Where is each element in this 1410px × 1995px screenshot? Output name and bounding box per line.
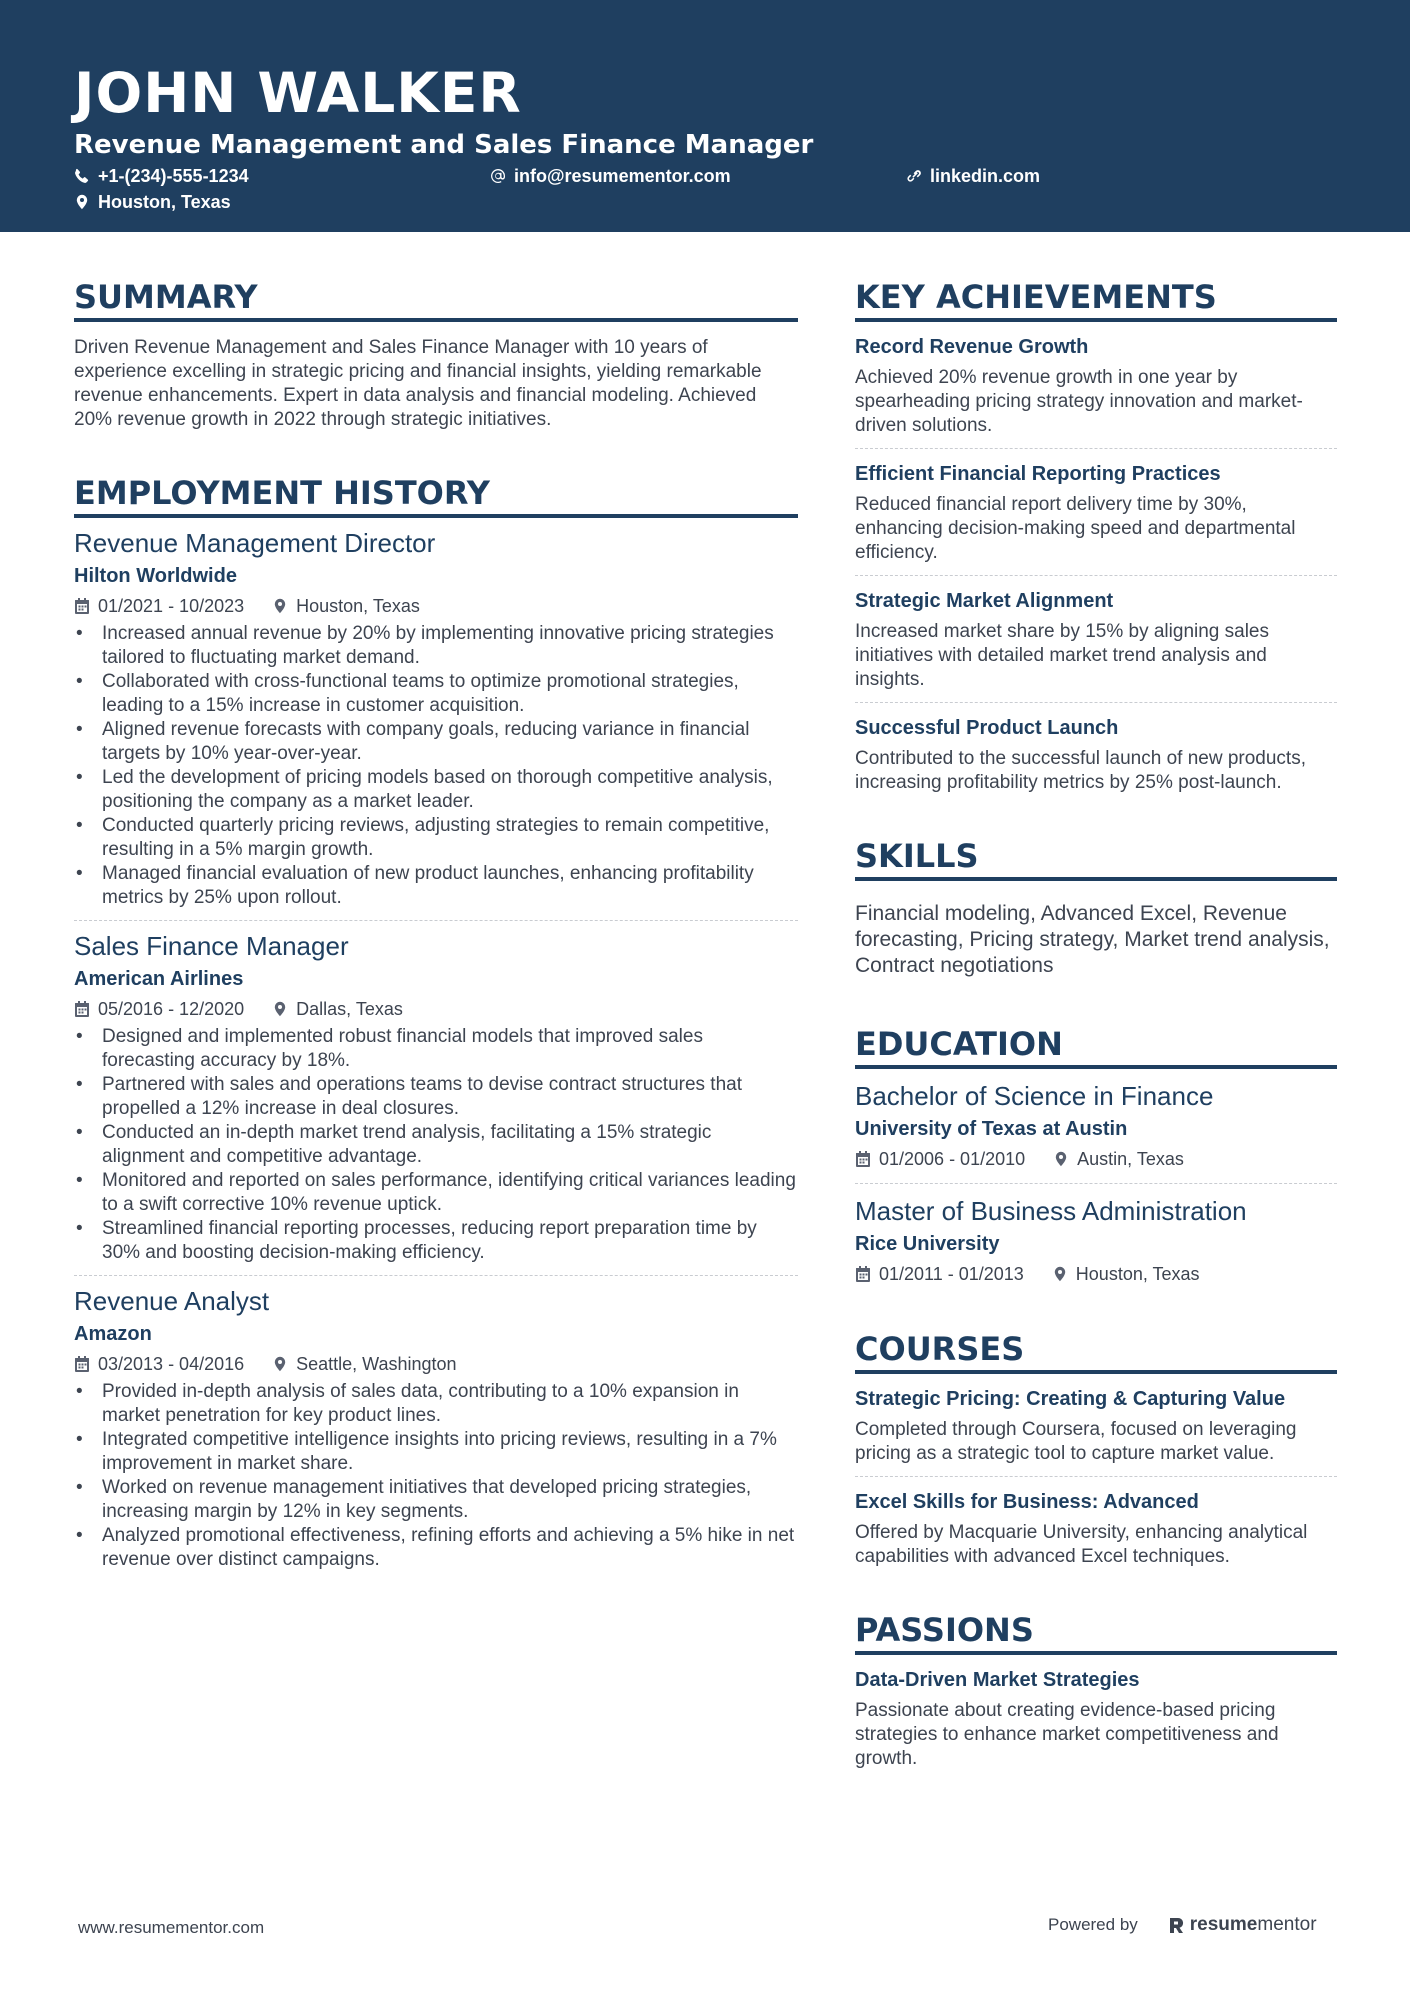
job-dates: 05/2016 - 12/2020 bbox=[98, 999, 245, 1019]
courses-section bbox=[855, 1328, 1337, 1579]
bullet-item: • Analyzed promotional effectiveness, refining efforts and achieving a 5% hike in net revenue over distinct campaigns. bbox=[74, 1524, 798, 1572]
bullet-item: • Conducted quarterly pricing reviews, adjusting strategies to remain competitive, resulting in a 5% margin growth. bbox=[74, 814, 798, 862]
calendar-icon bbox=[74, 598, 90, 614]
location-pin-icon bbox=[272, 1001, 288, 1017]
calendar-icon bbox=[74, 1001, 90, 1017]
contact-location bbox=[74, 190, 231, 214]
location-pin-icon bbox=[272, 598, 288, 614]
skills-section bbox=[855, 835, 1337, 979]
phone-text: +1-(234)-555-1234 bbox=[98, 166, 249, 186]
job-meta bbox=[74, 594, 798, 618]
contact-phone[interactable] bbox=[74, 164, 249, 188]
company-name: Hilton Worldwide bbox=[74, 565, 237, 587]
candidate-name: JOHN WALKER bbox=[74, 61, 522, 125]
course-title: Excel Skills for Business: Advanced bbox=[855, 1491, 1199, 1513]
bullet-item: • Increased annual revenue by 20% by implementing innovative pricing strategies tailored to fluctuating market demand. bbox=[74, 622, 798, 670]
candidate-title: Revenue Management and Sales Finance Manager bbox=[74, 130, 814, 160]
job-title: Revenue Management Director bbox=[74, 528, 436, 558]
achievement-title: Successful Product Launch bbox=[855, 717, 1119, 739]
job-entry bbox=[74, 921, 798, 1276]
job-location: Houston, Texas bbox=[296, 596, 420, 616]
achievement-desc: Reduced financial report delivery time by 30%, enhancing decision-making speed and departmental efficiency. bbox=[855, 494, 1296, 563]
employment-heading: EMPLOYMENT HISTORY bbox=[74, 472, 798, 518]
job-meta bbox=[74, 1352, 798, 1376]
education-item bbox=[855, 1069, 1337, 1184]
achievements-section bbox=[855, 276, 1337, 805]
bullet-item: • Provided in-depth analysis of sales data, contributing to a 10% expansion in market penetration for key product lines. bbox=[74, 1380, 798, 1428]
job-entry bbox=[74, 1276, 798, 1582]
passion-desc: Passionate about creating evidence-based pricing strategies to enhance market competitiveness and growth. bbox=[855, 1700, 1279, 1769]
footer-powered-by bbox=[1048, 1914, 1317, 1936]
course-title: Strategic Pricing: Creating & Capturing Value bbox=[855, 1388, 1286, 1410]
course-item bbox=[855, 1374, 1337, 1477]
job-title: Sales Finance Manager bbox=[74, 931, 349, 961]
bullet-item: • Monitored and reported on sales performance, identifying critical variances leading to a swift corrective 10% revenue uptick. bbox=[74, 1169, 798, 1217]
employment-section bbox=[74, 472, 798, 1582]
achievement-item bbox=[855, 449, 1337, 576]
achievement-desc: Contributed to the successful launch of new products, increasing profitability metrics by 25% post-launch. bbox=[855, 748, 1306, 793]
location-pin-icon bbox=[1053, 1151, 1069, 1167]
contact-email[interactable] bbox=[490, 164, 731, 188]
job-meta bbox=[74, 997, 798, 1021]
education-dates: 01/2011 - 01/2013 bbox=[879, 1264, 1024, 1284]
job-location: Dallas, Texas bbox=[296, 999, 403, 1019]
bullet-item: • Managed financial evaluation of new product launches, enhancing profitability metrics by 25% upon rollout. bbox=[74, 862, 798, 910]
linkedin-text: linkedin.com bbox=[930, 166, 1041, 186]
powered-by-label: Powered by bbox=[1048, 1915, 1138, 1934]
job-bullets bbox=[74, 622, 798, 910]
left-column bbox=[74, 276, 798, 1618]
calendar-icon bbox=[74, 1356, 90, 1372]
skills-heading: SKILLS bbox=[855, 835, 1337, 881]
achievement-desc: Increased market share by 15% by aligning sales initiatives with detailed market trend analysis and insights. bbox=[855, 621, 1270, 690]
achievement-title: Strategic Market Alignment bbox=[855, 590, 1114, 612]
achievement-item bbox=[855, 576, 1337, 703]
summary-section bbox=[74, 276, 798, 432]
job-dates: 03/2013 - 04/2016 bbox=[98, 1354, 245, 1374]
location-pin-icon bbox=[272, 1356, 288, 1372]
location-pin-icon bbox=[74, 194, 90, 210]
achievement-item bbox=[855, 322, 1337, 449]
footer-website[interactable]: www.resumementor.com bbox=[78, 1918, 265, 1937]
email-text: info@resumementor.com bbox=[514, 166, 731, 186]
education-meta bbox=[855, 1262, 1337, 1286]
right-column bbox=[855, 276, 1337, 1817]
brand-bold: resume bbox=[1189, 1914, 1258, 1935]
summary-text: Driven Revenue Management and Sales Finance Manager with 10 years of experience excelling in strategic pricing and financial insights, yielding remarkable revenue enhancements. Expert in data analysis and financial modeling. Achieved 20% revenue growth in 2022 through strategic initiatives. bbox=[74, 337, 762, 430]
bullet-item: • Conducted an in-depth market trend analysis, facilitating a 15% strategic alignment and competitive advantage. bbox=[74, 1121, 798, 1169]
resumementor-logo-icon bbox=[1168, 1916, 1184, 1934]
calendar-icon bbox=[855, 1266, 871, 1282]
company-name: American Airlines bbox=[74, 968, 244, 990]
at-sign-icon bbox=[490, 168, 506, 184]
job-location: Seattle, Washington bbox=[296, 1354, 457, 1374]
resumementor-logo[interactable] bbox=[1168, 1914, 1317, 1936]
achievement-item bbox=[855, 703, 1337, 805]
education-item bbox=[855, 1184, 1337, 1298]
course-item bbox=[855, 1477, 1337, 1579]
degree-title: Bachelor of Science in Finance bbox=[855, 1081, 1214, 1111]
bullet-item: • Partnered with sales and operations teams to devise contract structures that propelled a 12% increase in deal closures. bbox=[74, 1073, 798, 1121]
education-heading: EDUCATION bbox=[855, 1023, 1337, 1069]
bullet-item: • Led the development of pricing models based on thorough competitive analysis, positioning the company as a market leader. bbox=[74, 766, 798, 814]
summary-heading: SUMMARY bbox=[74, 276, 798, 322]
passions-heading: PASSIONS bbox=[855, 1609, 1337, 1655]
job-dates: 01/2021 - 10/2023 bbox=[98, 596, 245, 616]
achievements-heading: KEY ACHIEVEMENTS bbox=[855, 276, 1337, 322]
link-icon bbox=[906, 168, 922, 184]
job-bullets bbox=[74, 1380, 798, 1572]
passions-section bbox=[855, 1609, 1337, 1781]
calendar-icon bbox=[855, 1151, 871, 1167]
bullet-item: • Worked on revenue management initiatives that developed pricing strategies, increasing margin by 12% in key segments. bbox=[74, 1476, 798, 1524]
brand-light: mentor bbox=[1257, 1914, 1317, 1935]
education-location: Austin, Texas bbox=[1077, 1149, 1184, 1169]
job-bullets bbox=[74, 1025, 798, 1265]
bullet-item: • Streamlined financial reporting processes, reducing report preparation time by 30% and boosting decision-making efficiency. bbox=[74, 1217, 798, 1265]
education-location: Houston, Texas bbox=[1075, 1264, 1200, 1284]
achievement-title: Record Revenue Growth bbox=[855, 336, 1089, 358]
course-desc: Offered by Macquarie University, enhancing analytical capabilities with advanced Excel techniques. bbox=[855, 1522, 1308, 1567]
achievement-title: Efficient Financial Reporting Practices bbox=[855, 463, 1221, 485]
education-meta bbox=[855, 1147, 1337, 1171]
education-dates: 01/2006 - 01/2010 bbox=[879, 1149, 1026, 1169]
passion-item bbox=[855, 1655, 1337, 1781]
skills-text: Financial modeling, Advanced Excel, Revenue forecasting, Pricing strategy, Market trend analysis, Contract negotiations bbox=[855, 902, 1330, 977]
bullet-item: • Aligned revenue forecasts with company goals, reducing variance in financial targets by 10% year-over-year. bbox=[74, 718, 798, 766]
resume-header bbox=[0, 0, 1410, 232]
job-title: Revenue Analyst bbox=[74, 1286, 270, 1316]
courses-heading: COURSES bbox=[855, 1328, 1337, 1374]
course-desc: Completed through Coursera, focused on leveraging pricing as a strategic tool to capture market value. bbox=[855, 1419, 1297, 1464]
bullet-item: • Collaborated with cross-functional teams to optimize promotional strategies, leading to a 15% increase in customer acquisition. bbox=[74, 670, 798, 718]
company-name: Amazon bbox=[74, 1323, 152, 1345]
contact-info bbox=[74, 164, 1410, 216]
school-name: Rice University bbox=[855, 1233, 1000, 1255]
job-entry bbox=[74, 518, 798, 921]
location-text: Houston, Texas bbox=[98, 192, 231, 212]
education-section bbox=[855, 1023, 1337, 1298]
bullet-item: • Integrated competitive intelligence insights into pricing reviews, resulting in a 7% improvement in market share. bbox=[74, 1428, 798, 1476]
location-pin-icon bbox=[1052, 1266, 1068, 1282]
bullet-item: • Designed and implemented robust financial models that improved sales forecasting accuracy by 18%. bbox=[74, 1025, 798, 1073]
achievement-desc: Achieved 20% revenue growth in one year by spearheading pricing strategy innovation and market-driven solutions. bbox=[855, 367, 1303, 436]
school-name: University of Texas at Austin bbox=[855, 1118, 1128, 1140]
contact-linkedin[interactable] bbox=[906, 164, 1040, 188]
degree-title: Master of Business Administration bbox=[855, 1196, 1247, 1226]
phone-icon bbox=[74, 168, 90, 184]
passion-title: Data-Driven Market Strategies bbox=[855, 1669, 1140, 1691]
